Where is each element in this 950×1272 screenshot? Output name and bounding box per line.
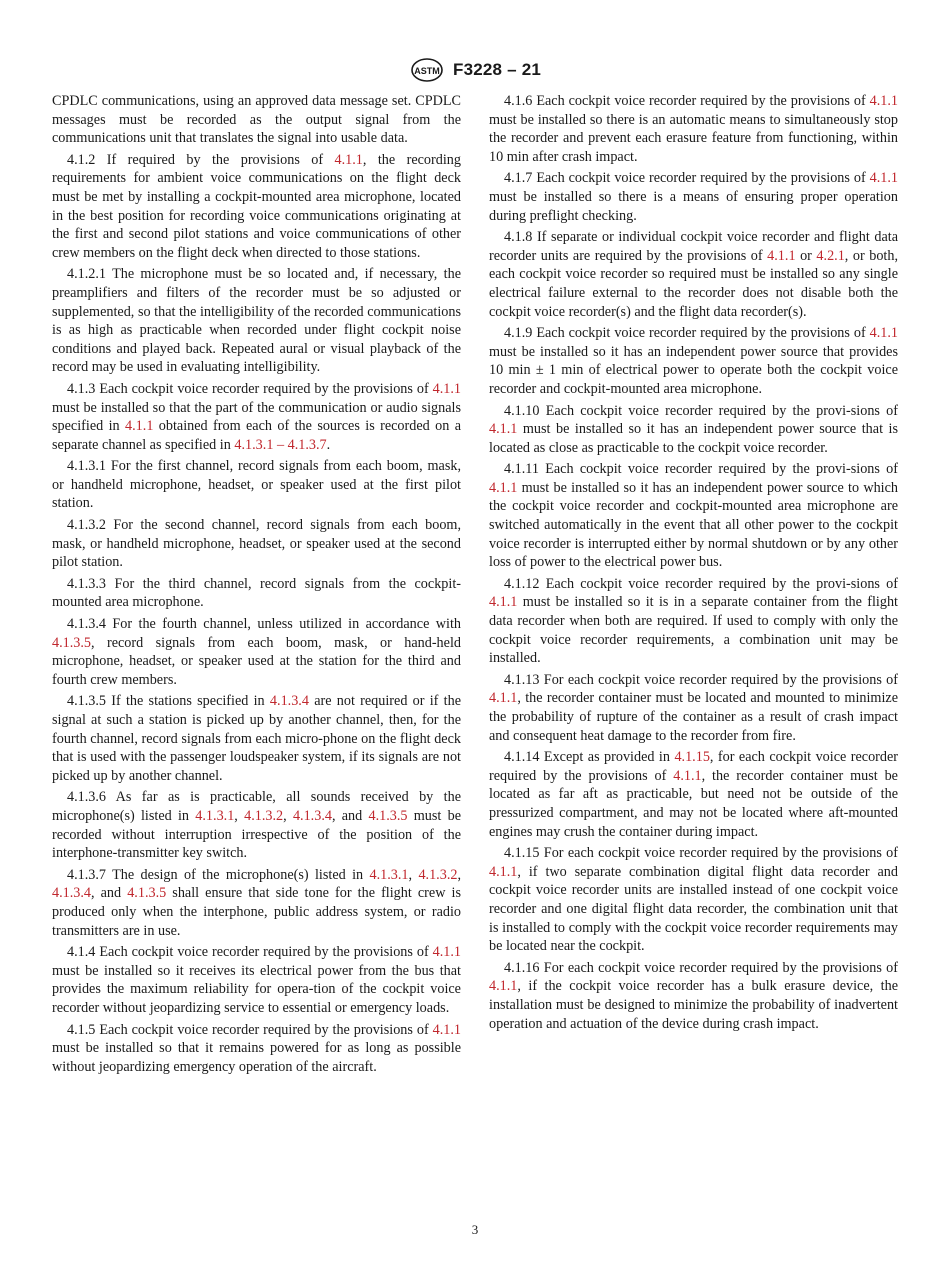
- paragraph: [52, 943, 461, 1017]
- paragraph-text: , and: [331, 807, 369, 824]
- paragraph: [489, 324, 898, 398]
- paragraph: [489, 959, 898, 1033]
- section-reference-link[interactable]: 4.1.1: [489, 863, 518, 880]
- section-reference-link[interactable]: 4.2.1: [816, 247, 845, 264]
- paragraph-text: must be installed so it has an independent power source that provides 10 min ± 1 min of electrical power to operate both the cockpit voice recorder and cockpit-mounted area microphone.: [489, 343, 898, 397]
- paragraph: [489, 748, 898, 841]
- paragraph: [52, 265, 461, 377]
- paragraph: [489, 460, 898, 572]
- paragraph-text: 4.1.2 If required by the provisions of: [67, 151, 335, 168]
- page-header: [0, 56, 950, 84]
- paragraph: [52, 151, 461, 263]
- paragraph: [489, 402, 898, 458]
- paragraph-text: 4.1.3.7 The design of the microphone(s) listed in: [67, 866, 370, 883]
- section-reference-link[interactable]: 4.1.3.5: [52, 634, 92, 651]
- paragraph-text: must be installed so there is a means of ensuring proper operation during preflight checking.: [489, 188, 898, 224]
- paragraph-text: 4.1.3.6 As far as is practicable, all sounds received by the microphone(s) listed in: [52, 789, 461, 824]
- section-reference-link[interactable]: 4.1.15: [674, 749, 710, 766]
- paragraph-text: ,: [457, 866, 461, 883]
- paragraph-text: 4.1.14 Except as provided in: [504, 749, 675, 766]
- paragraph: [52, 92, 461, 148]
- section-reference-link[interactable]: 4.1.3.4: [52, 885, 92, 902]
- paragraph-text: must be recorded without interruption irrespective of the position of the interphone-transmitter key switch.: [52, 807, 462, 862]
- paragraph-text: 4.1.2.1 The microphone must be so located and, if necessary, the preamplifiers and filters of the recorder must be so adjusted or supplemented, so that the intelligibility of the recorded communications is as high as practicable when recorded under flight cockpit noise conditions and played back. Repeated aural or visual playback of the record may be used in evaluating intelligibility.: [52, 266, 461, 376]
- section-reference-link[interactable]: 4.1.1: [432, 1021, 461, 1038]
- section-reference-link[interactable]: 4.1.3.2: [244, 807, 284, 824]
- paragraph-text: must be installed so there is an automatic means to simultaneously stop the recorder and prevent each erasure feature from functioning, within 10 min after crash impact.: [489, 111, 898, 165]
- paragraph: [489, 228, 898, 321]
- paragraph: [52, 575, 461, 612]
- section-reference-link[interactable]: 4.1.3.1 – 4.1.3.7: [234, 436, 327, 453]
- paragraph-text: 4.1.15 For each cockpit voice recorder required by the provisions of: [504, 845, 898, 862]
- section-reference-link[interactable]: 4.1.3.5: [127, 885, 167, 902]
- paragraph: [489, 169, 898, 225]
- section-reference-link[interactable]: 4.1.1: [489, 978, 518, 995]
- paragraph-text: 4.1.3 Each cockpit voice recorder required by the provisions of: [67, 380, 433, 397]
- section-reference-link[interactable]: 4.1.3.1: [195, 807, 235, 824]
- section-reference-link[interactable]: 4.1.1: [869, 170, 898, 187]
- paragraph-text: ,: [408, 866, 419, 883]
- paragraph-text: 4.1.3.3 For the third channel, record signals from the cockpit-mounted area microphone.: [52, 575, 461, 611]
- paragraph-text: 4.1.4 Each cockpit voice recorder required by the provisions of: [67, 944, 433, 961]
- paragraph-text: must be installed so that the part of the communication or audio signals specified in: [52, 399, 461, 435]
- paragraph-text: 4.1.11 Each cockpit voice recorder required by the provi-sions of: [504, 461, 898, 478]
- paragraph: [52, 1021, 461, 1077]
- paragraph-text: 4.1.5 Each cockpit voice recorder required by the provisions of: [67, 1021, 433, 1038]
- paragraph: [489, 575, 898, 668]
- paragraph: [52, 615, 461, 689]
- paragraph-text: 4.1.7 Each cockpit voice recorder required by the provisions of: [504, 170, 870, 187]
- paragraph-text: 4.1.3.2 For the second channel, record signals from each boom, mask, or handheld microphone, headset, or speaker used at the second pilot station.: [52, 517, 461, 571]
- paragraph-text: obtained from each of the sources is recorded on a separate channel as specified in: [52, 418, 461, 453]
- section-reference-link[interactable]: 4.1.1: [869, 93, 898, 109]
- paragraph-text: ,: [283, 807, 293, 824]
- paragraph: [52, 457, 461, 513]
- paragraph-text: 4.1.10 Each cockpit voice recorder required by the provi-sions of: [504, 402, 898, 419]
- section-reference-link[interactable]: 4.1.1: [489, 690, 518, 707]
- section-reference-link[interactable]: 4.1.3.2: [418, 866, 458, 883]
- section-reference-link[interactable]: 4.1.1: [489, 594, 518, 611]
- paragraph-text: must be installed so it is in a separate container from the flight data recorder when both are required. If used to comply with only the cockpit voice recorder requirements, a combination unit may be installed.: [489, 594, 898, 667]
- paragraph-text: 4.1.13 For each cockpit voice recorder required by the provisions of: [504, 671, 898, 688]
- paragraph-text: , record signals from each boom, mask, or hand-held microphone, headset, or speaker used at the station for the third and fourth crew members.: [52, 634, 461, 688]
- paragraph-text: 4.1.8 If separate or individual cockpit voice recorder and flight data recorder units are required by the provisions of: [489, 229, 898, 264]
- right-column: [489, 92, 898, 1036]
- paragraph-text: , if two separate combination digital flight data recorder and cockpit voice recorder units are installed instead of one cockpit voice recorder and one digital flight data recorder, the combination unit that is installed to comply with the cockpit voice recorder requirements may be located near the cockpit.: [489, 863, 898, 955]
- paragraph-text: , the recorder container must be located and mounted to minimize the probability of rupture of the container as a result of crash impact and consequent heat damage to the recorder from fire.: [489, 690, 898, 744]
- paragraph-text: 4.1.12 Each cockpit voice recorder required by the provi-sions of: [504, 575, 898, 592]
- paragraph-text: , and: [91, 885, 128, 902]
- paragraph: [489, 92, 898, 166]
- paragraph-text: are not required or if the signal at such a station is picked up by another channel, then, for the fourth channel, record signals from each micro-phone on the flight deck that is used with the passenger loudspeaker system, if its signals are not picked up by another channel.: [52, 693, 461, 784]
- section-reference-link[interactable]: 4.1.1: [432, 380, 461, 397]
- section-reference-link[interactable]: 4.1.1: [125, 418, 154, 435]
- paragraph: [52, 516, 461, 572]
- left-column: [52, 92, 461, 1079]
- section-reference-link[interactable]: 4.1.3.4: [269, 693, 309, 710]
- paragraph-text: CPDLC communications, using an approved data message set. CPDLC messages must be recorded as the output signal from the communications unit that translates the signal into usable data.: [52, 93, 461, 147]
- section-reference-link[interactable]: 4.1.1: [334, 151, 363, 168]
- paragraph-text: , for each cockpit voice recorder required by the provisions of: [489, 749, 898, 784]
- section-reference-link[interactable]: 4.1.1: [767, 247, 796, 264]
- section-reference-link[interactable]: 4.1.1: [489, 479, 518, 496]
- section-reference-link[interactable]: 4.1.1: [673, 767, 702, 784]
- paragraph: [52, 692, 461, 785]
- section-reference-link[interactable]: 4.1.3.5: [368, 807, 408, 824]
- paragraph-text: or: [795, 247, 817, 264]
- paragraph-text: shall ensure that side tone for the flight crew is produced only when the interphone, public address system, or radio transmitters are in use.: [52, 885, 461, 939]
- paragraph-text: , the recorder container must be located as far aft as practicable, but need not be outside of the pressurized compartment, and may not be located where aft-mounted engines may crush the container during impact.: [489, 767, 898, 840]
- paragraph: [52, 866, 461, 940]
- paragraph-text: 4.1.6 Each cockpit voice recorder required by the provisions of: [504, 93, 870, 109]
- paragraph-text: ,: [234, 807, 245, 824]
- paragraph-text: 4.1.16 For each cockpit voice recorder required by the provisions of: [504, 959, 898, 976]
- paragraph: [489, 671, 898, 745]
- page-number: 3: [471, 1222, 479, 1237]
- paragraph-text: must be installed so that it remains powered for as long as possible without jeopardizing emergency operation of the aircraft.: [52, 1040, 461, 1075]
- section-reference-link[interactable]: 4.1.1: [869, 325, 898, 342]
- paragraph-text: must be installed so it has an independent power source to which the cockpit voice recorder and cockpit-mounted area microphone are switched automatically in the event that all other power to the cockpit voice recorder is interrupted either by normal shutdown or by any other loss of power to the electrical power bus.: [489, 479, 898, 571]
- section-reference-link[interactable]: 4.1.3.4: [292, 807, 332, 824]
- paragraph: [52, 788, 461, 862]
- astm-logo: [409, 57, 445, 83]
- paragraph: [52, 380, 461, 454]
- section-reference-link[interactable]: 4.1.1: [489, 421, 518, 438]
- section-reference-link[interactable]: 4.1.1: [432, 944, 461, 961]
- paragraph-text: must be installed so it receives its electrical power from the bus that provides the maximum reliability for opera-tion of the cockpit voice recorder without jeopardizing service to essential or emergency loads.: [52, 962, 461, 1016]
- paragraph-text: 4.1.3.4 For the fourth channel, unless utilized in accordance with: [67, 616, 461, 633]
- paragraph-text: must be installed so it has an independent power source that is located as close as practicable to the cockpit voice recorder.: [489, 421, 898, 456]
- paragraph-text: , or both, each cockpit voice recorder so required must be installed so any single electrical failure external to the recorder does not disable both the cockpit voice recorder(s) and the flight data recorder(s).: [489, 247, 898, 320]
- paragraph-text: 4.1.3.5 If the stations specified in: [67, 693, 270, 710]
- paragraph-text: .: [326, 436, 331, 453]
- section-reference-link[interactable]: 4.1.3.1: [369, 866, 409, 883]
- standard-designation: F3228 – 21: [452, 60, 541, 79]
- paragraph-text: , if the cockpit voice recorder has a bulk erasure device, the installation must be designed to minimize the probability of inadvertent operation and actuation of the device during crash impact.: [489, 978, 898, 1032]
- paragraph-text: 4.1.9 Each cockpit voice recorder required by the provisions of: [504, 325, 870, 342]
- paragraph: [489, 844, 898, 956]
- paragraph-text: 4.1.3.1 For the first channel, record signals from each boom, mask, or handheld microphone, headset, or speaker used at the first pilot station.: [52, 458, 461, 512]
- logo-lettering: ASTM: [414, 66, 440, 76]
- paragraph-text: , the recording requirements for ambient voice communications on the flight deck must be met by installing a cockpit-mounted area microphone, located in the best position for recording voice communications originating at the first and second pilot stations and voice communications of other crew members on the flight deck when directed to those stations.: [52, 151, 461, 261]
